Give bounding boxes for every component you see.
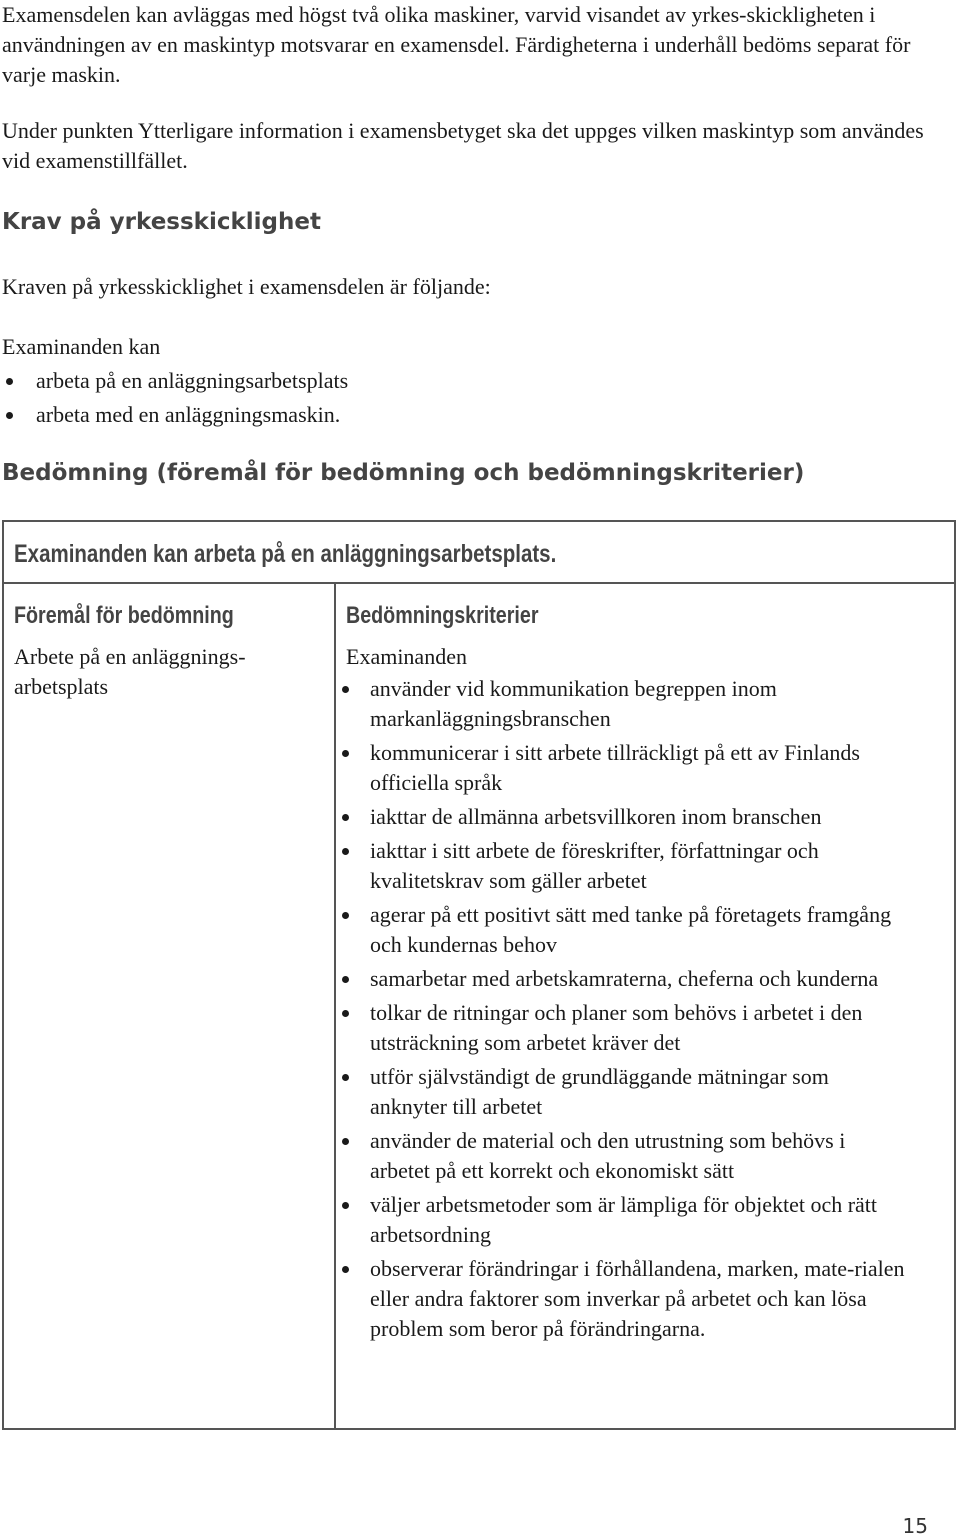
table-caption-cell bbox=[3, 521, 955, 583]
list-item: väljer arbetsmetoder som är lämpliga för objektet och rätt arbetsordning bbox=[336, 1190, 908, 1250]
requirements-subject: Examinanden kan bbox=[2, 334, 161, 359]
list-item: kommunicerar i sitt arbete tillräckligt på ett av Finlands officiella språk bbox=[336, 738, 908, 798]
object-column bbox=[3, 583, 335, 1429]
list-item: arbeta på en anläggningsarbetsplats bbox=[2, 366, 348, 396]
column-header-criteria: Bedömningskriterier bbox=[346, 602, 539, 629]
assessment-table bbox=[2, 520, 956, 1430]
page-number: 15 bbox=[902, 1514, 928, 1538]
intro-paragraph-1: Examensdelen kan avläggas med högst två olika maskiner, varvid visandet av yrkes-skickligheten i användningen av en maskintyp motsvarar en examensdel. Färdigheterna i underhåll bedöms separat för varje maskin. bbox=[2, 2, 911, 87]
table-caption: Examinanden kan arbeta på en anläggningsarbetsplats. bbox=[14, 540, 557, 568]
list-item: iakttar i sitt arbete de föreskrifter, författningar och kvalitetskrav som gäller arbetet bbox=[336, 836, 908, 896]
criteria-list bbox=[336, 674, 908, 1344]
list-item: arbeta med en anläggningsmaskin. bbox=[2, 400, 348, 430]
list-item: använder de material och den utrustning som behövs i arbetet på ett korrekt och ekonomiskt sätt bbox=[336, 1126, 908, 1186]
list-item: iakttar de allmänna arbetsvillkoren inom branschen bbox=[336, 802, 908, 832]
requirements-lead: Kraven på yrkesskicklighet i examensdelen är följande: bbox=[2, 274, 491, 299]
requirements-heading: Krav på yrkesskicklighet bbox=[2, 209, 321, 235]
requirements-list bbox=[2, 366, 348, 434]
assessment-heading: Bedömning (föremål för bedömning och bedömningskriterier) bbox=[2, 460, 805, 486]
criteria-column bbox=[335, 583, 955, 1429]
assessment-object: Arbete på en anläggnings-arbetsplats bbox=[14, 644, 246, 699]
list-item: utför självständigt de grundläggande mätningar som anknyter till arbetet bbox=[336, 1062, 908, 1122]
list-item: agerar på ett positivt sätt med tanke på företagets framgång och kundernas behov bbox=[336, 900, 908, 960]
intro-paragraph-2: Under punkten Ytterligare information i examensbetyget ska det uppges vilken maskintyp som användes vid examenstillfället. bbox=[2, 118, 924, 173]
list-item: tolkar de ritningar och planer som behövs i arbetet i den utsträckning som arbetet kräver det bbox=[336, 998, 908, 1058]
list-item: använder vid kommunikation begreppen inom markanläggningsbranschen bbox=[336, 674, 908, 734]
criteria-subject: Examinanden bbox=[346, 644, 467, 669]
column-header-object: Föremål för bedömning bbox=[14, 602, 234, 629]
list-item: samarbetar med arbetskamraterna, cheferna och kunderna bbox=[336, 964, 908, 994]
list-item: observerar förändringar i förhållandena, marken, mate-rialen eller andra faktorer som inverkar på arbetet och kan lösa problem som beror på förändringarna. bbox=[336, 1254, 908, 1344]
